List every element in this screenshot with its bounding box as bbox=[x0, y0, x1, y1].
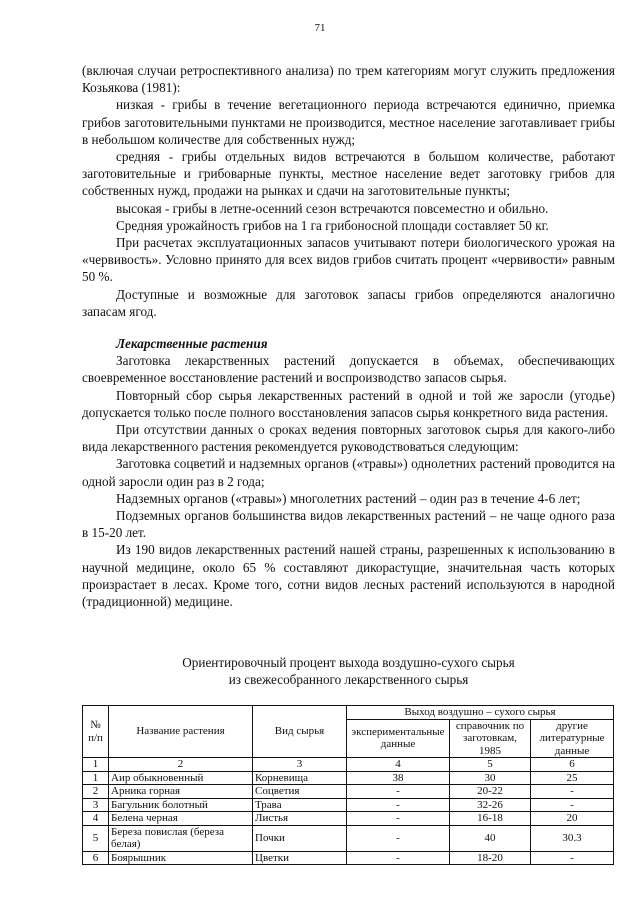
table-row bbox=[83, 771, 614, 785]
paragraph: средняя - грибы отдельных видов встречаются в большом количестве, работают заготовительные и грибоварные пункты, местное население ведет заготовку грибов для собственных нужд, продажи на рынках и сдачи на заготовительные пункты; bbox=[82, 149, 615, 199]
ref-value: 40 bbox=[450, 825, 531, 851]
plant-name: Белена черная bbox=[109, 812, 253, 826]
header-yield-group: Выход воздушно – сухого сырья bbox=[347, 706, 614, 720]
plant-yield-table bbox=[82, 705, 614, 865]
paragraph: При отсутствии данных о сроках ведения повторных заготовок сырья для какого-либо вида лекарственного растения рекомендуется руководствоваться следующим: bbox=[82, 422, 615, 455]
body-text bbox=[82, 62, 615, 610]
header-name: Название растения bbox=[109, 706, 253, 758]
row-num: 1 bbox=[83, 771, 109, 785]
paragraph: Надземных органов («травы») многолетних растений – один раз в течение 4-6 лет; bbox=[116, 490, 581, 506]
ref-value: 16-18 bbox=[450, 812, 531, 826]
column-number: 1 bbox=[83, 758, 109, 772]
other-value: - bbox=[531, 851, 614, 865]
section-heading: Лекарственные растения bbox=[116, 336, 268, 352]
plant-name: Аир обыкновенный bbox=[109, 771, 253, 785]
other-value: - bbox=[531, 798, 614, 812]
column-number: 3 bbox=[253, 758, 347, 772]
other-value: 20 bbox=[531, 812, 614, 826]
row-num: 3 bbox=[83, 798, 109, 812]
page-number: 71 bbox=[314, 22, 326, 34]
paragraph: При расчетах эксплуатационных запасов учитывают потери биологического урожая на «червивость». Условно принято для всех видов грибов считать процент «червивости» равным 50 %. bbox=[82, 235, 615, 285]
paragraph: Из 190 видов лекарственных растений нашей страны, разрешенных к использованию в научной медицине, около 65 % составляют дикорастущие, значительная часть которых произрастает в лесах. Кроме того, сотни видов лесных растений используются в народной (традиционной) медицине. bbox=[82, 542, 615, 610]
raw-material-type: Корневища bbox=[253, 771, 347, 785]
table-row bbox=[83, 798, 614, 812]
raw-material-type: Цветки bbox=[253, 851, 347, 865]
column-number-row bbox=[83, 758, 614, 772]
header-exp: экспериментальные данные bbox=[347, 719, 450, 758]
exp-value: - bbox=[347, 812, 450, 826]
paragraph: Заготовка лекарственных растений допускается в объемах, обеспечивающих своевременное восстановление растений и воспроизводство запасов сырья. bbox=[82, 353, 615, 386]
exp-value: - bbox=[347, 825, 450, 851]
header-ref: справочник по заготовкам, 1985 bbox=[450, 719, 531, 758]
exp-value: - bbox=[347, 785, 450, 799]
row-num: 4 bbox=[83, 812, 109, 826]
table-row bbox=[83, 785, 614, 799]
column-number: 6 bbox=[531, 758, 614, 772]
table-caption bbox=[82, 654, 615, 688]
row-num: 6 bbox=[83, 851, 109, 865]
plant-name: Багульник болотный bbox=[109, 798, 253, 812]
plant-name: Боярышник bbox=[109, 851, 253, 865]
table-row bbox=[83, 812, 614, 826]
other-value: 30.3 bbox=[531, 825, 614, 851]
paragraph: Заготовка соцветий и надземных органов («травы») однолетних растений проводится на одной заросли один раз в 2 года; bbox=[82, 456, 615, 489]
paragraph: высокая - грибы в летне-осенний сезон встречаются повсеместно и обильно. bbox=[116, 200, 549, 216]
exp-value: - bbox=[347, 798, 450, 812]
paragraph: Доступные и возможные для заготовок запасы грибов определяются аналогично запасам ягод. bbox=[82, 286, 615, 319]
ref-value: 20-22 bbox=[450, 785, 531, 799]
ref-value: 30 bbox=[450, 771, 531, 785]
raw-material-type: Трава bbox=[253, 798, 347, 812]
paragraph: (включая случаи ретроспективного анализа) по трем категориям могут служить предложения Козьякова (1981): bbox=[82, 63, 615, 96]
ref-value: 32-26 bbox=[450, 798, 531, 812]
raw-material-type: Соцветия bbox=[253, 785, 347, 799]
header-type: Вид сырья bbox=[253, 706, 347, 758]
raw-material-type: Почки bbox=[253, 825, 347, 851]
column-number: 5 bbox=[450, 758, 531, 772]
header-other: другие литературные данные bbox=[531, 719, 614, 758]
column-number: 2 bbox=[109, 758, 253, 772]
raw-material-type: Листья bbox=[253, 812, 347, 826]
paragraph: низкая - грибы в течение вегетационного периода встречаются единично, приемка грибов заготовительными пунктами не производится, местное население заготавливает грибы в небольшом количестве для собственных нужд; bbox=[82, 97, 615, 147]
other-value: - bbox=[531, 785, 614, 799]
paragraph: Повторный сбор сырья лекарственных растений в одной и той же заросли (угодье) допускается только после полного восстановления запасов сырья конкретного вида растения. bbox=[82, 387, 615, 420]
row-num: 5 bbox=[83, 825, 109, 851]
plant-name: Береза повислая (береза белая) bbox=[109, 825, 253, 851]
paragraph: Подземных органов большинства видов лекарственных растений – не чаще одного раза в 15-20 лет. bbox=[82, 508, 615, 541]
table-row bbox=[83, 825, 614, 851]
exp-value: 38 bbox=[347, 771, 450, 785]
exp-value: - bbox=[347, 851, 450, 865]
other-value: 25 bbox=[531, 771, 614, 785]
paragraph: Средняя урожайность грибов на 1 га грибоносной площади составляет 50 кг. bbox=[116, 217, 549, 233]
table-row bbox=[83, 851, 614, 865]
header-num: № п/п bbox=[83, 706, 109, 758]
table-caption-line: из свежесобранного лекарственного сырья bbox=[228, 672, 469, 687]
table-caption-line: Ориентировочный процент выхода воздушно-сухого сырья bbox=[182, 655, 515, 670]
row-num: 2 bbox=[83, 785, 109, 799]
plant-name: Арника горная bbox=[109, 785, 253, 799]
ref-value: 18-20 bbox=[450, 851, 531, 865]
column-number: 4 bbox=[347, 758, 450, 772]
